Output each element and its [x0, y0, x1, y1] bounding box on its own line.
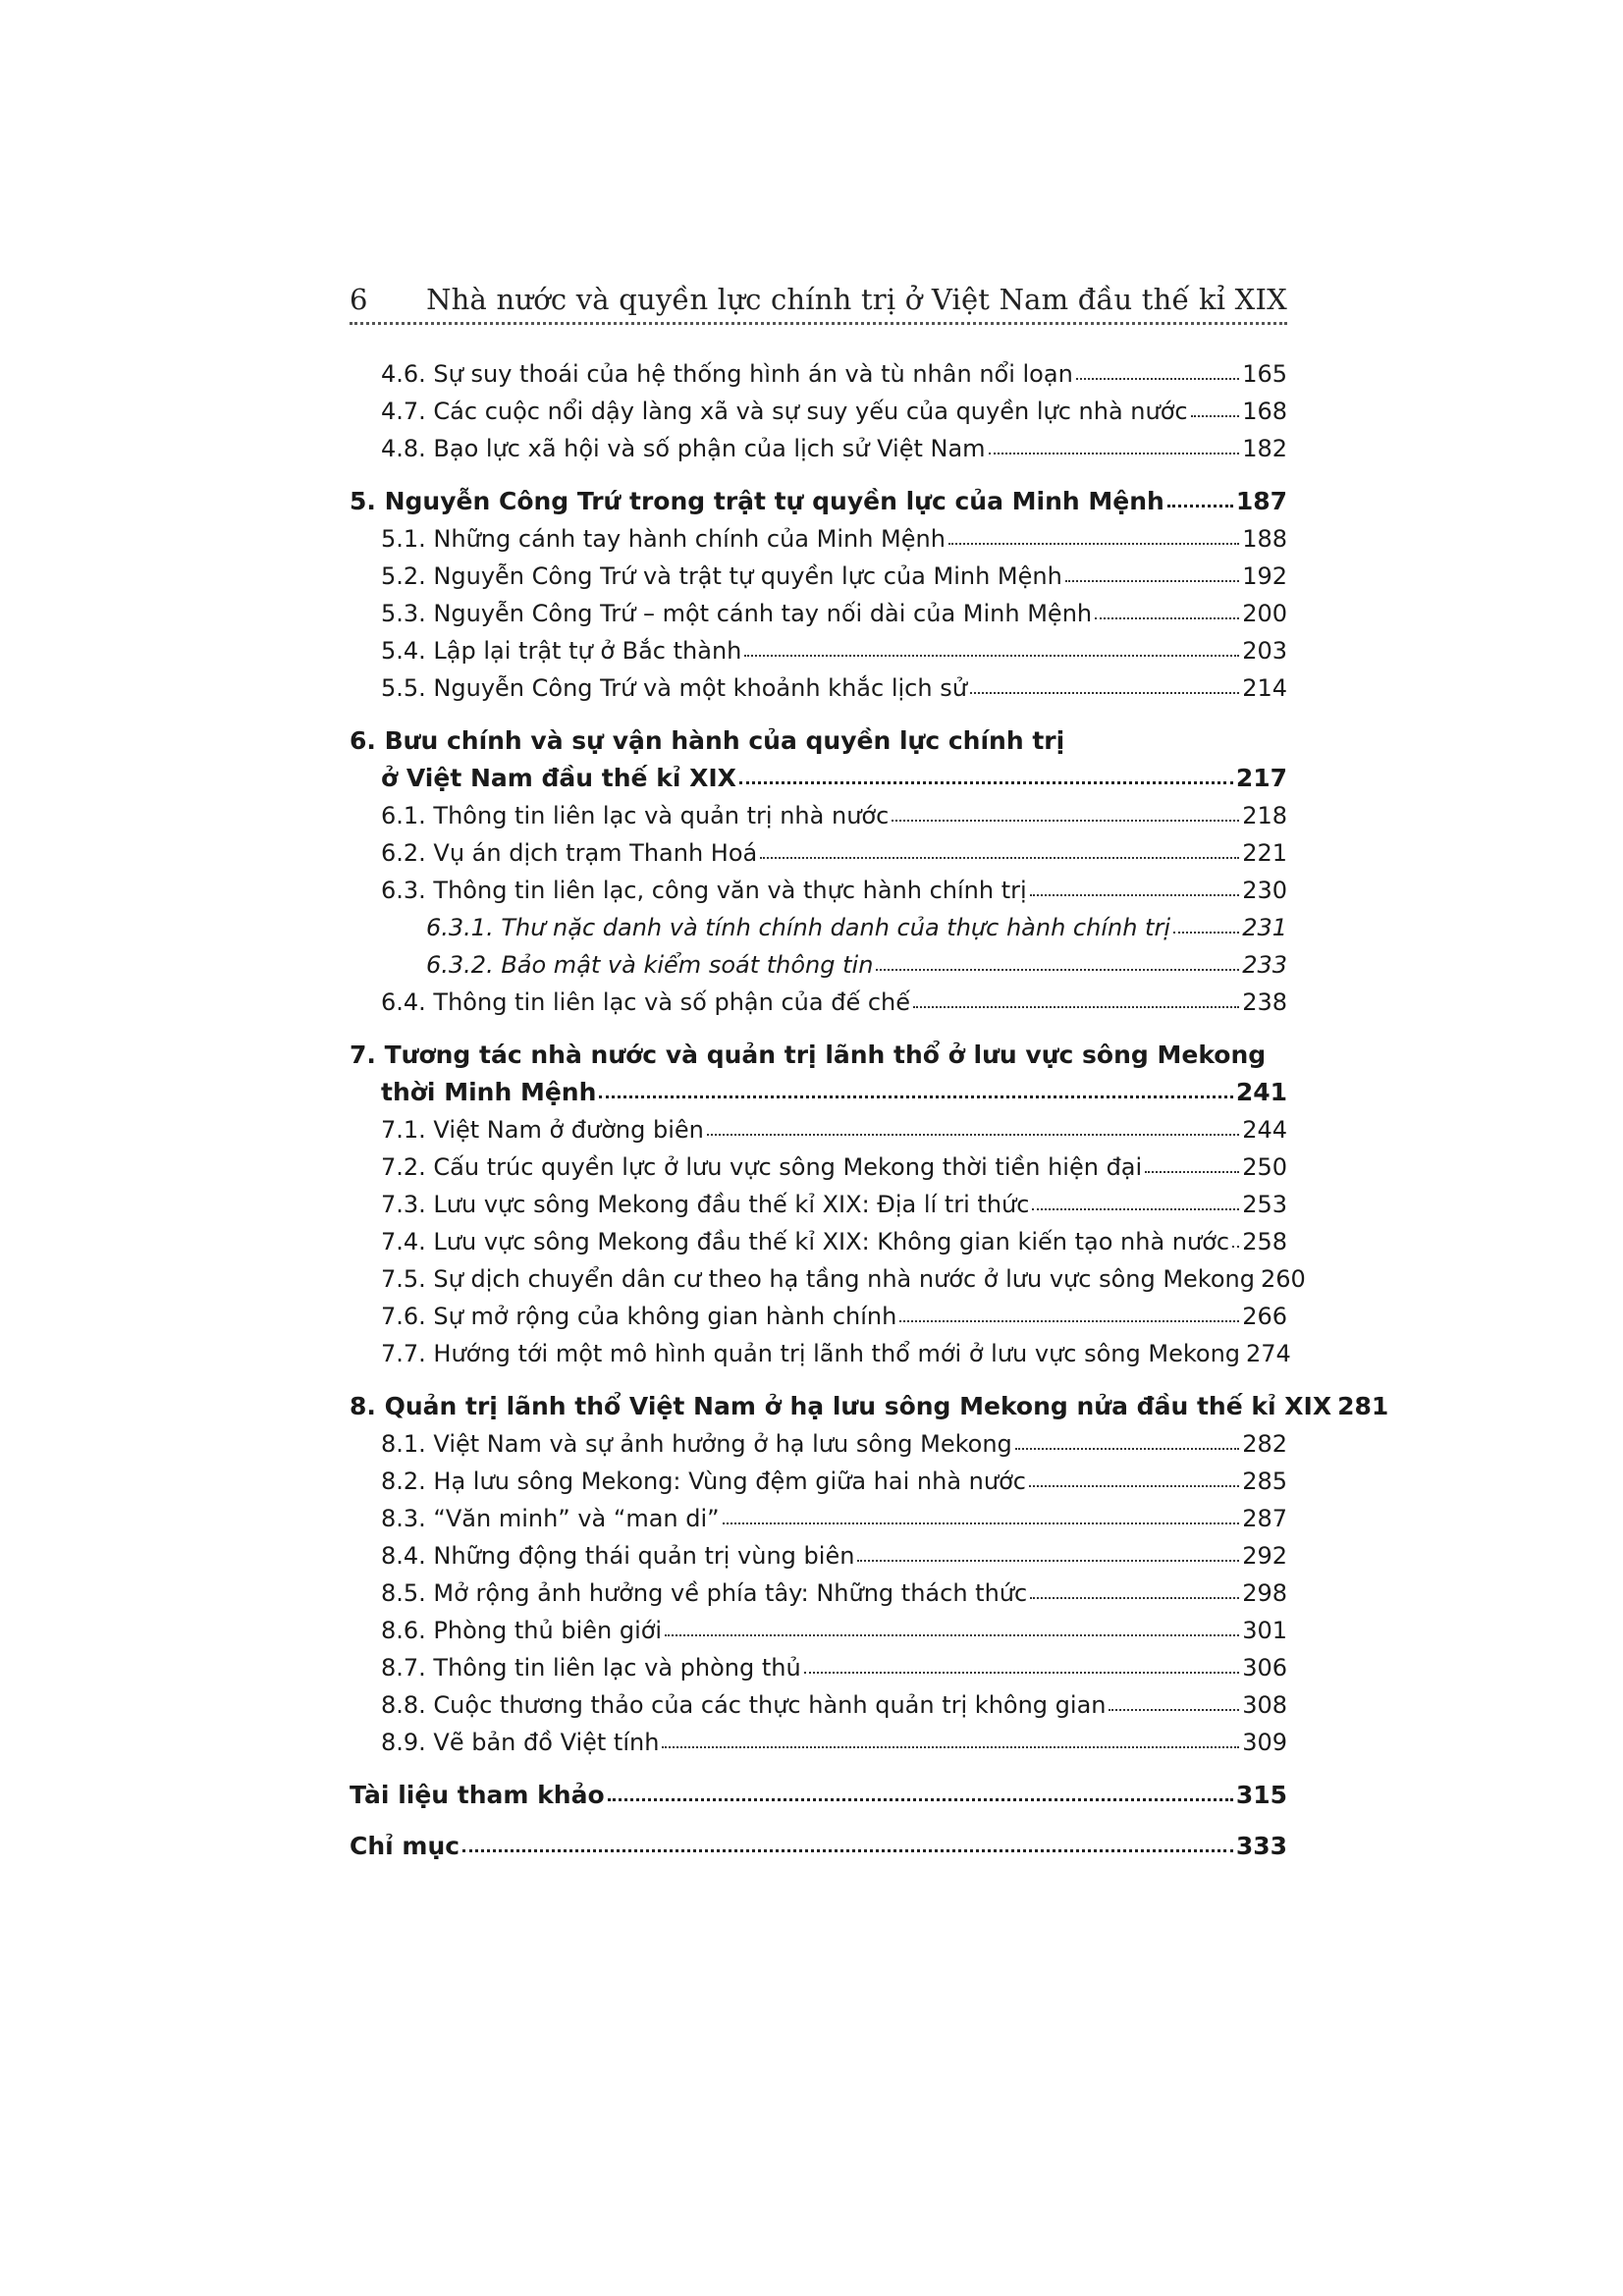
references-title: Tài liệu tham khảo	[350, 1781, 605, 1809]
toc-entry-label: 8.9. Vẽ bản đồ Việt tính	[381, 1729, 660, 1756]
toc-entry-7-1[interactable]	[350, 1111, 1287, 1148]
leader-dots	[1167, 497, 1233, 507]
toc-entry-7-6[interactable]	[350, 1298, 1287, 1335]
leader-dots	[892, 812, 1239, 822]
leader-dots	[1015, 1440, 1239, 1450]
toc-entry-page: 188	[1242, 525, 1287, 553]
toc-entry-6-3[interactable]	[350, 872, 1287, 909]
running-header	[350, 279, 1287, 326]
toc-entry-8-7[interactable]	[350, 1649, 1287, 1686]
leader-dots	[744, 647, 1239, 657]
toc-chapter-7-title-line1[interactable]	[350, 1037, 1287, 1074]
leader-dots	[665, 1627, 1239, 1636]
toc-subentry-6-3-2[interactable]	[350, 946, 1287, 984]
toc-subentry-label: 6.3.1. Thư nặc danh và tính chính danh của thực hành chính trị	[426, 914, 1170, 941]
toc-entry-page: 221	[1242, 839, 1287, 867]
leader-dots	[760, 849, 1239, 859]
toc-entry-label: 8.5. Mở rộng ảnh hưởng về phía tây: Những thách thức	[381, 1579, 1028, 1607]
toc-entry-8-8[interactable]	[350, 1686, 1287, 1724]
leader-dots	[1030, 886, 1240, 896]
leader-dots	[1145, 1163, 1239, 1173]
toc-entry-page: 214	[1242, 674, 1287, 702]
leader-dots	[1065, 572, 1239, 582]
toc-entry-label: 7.2. Cấu trúc quyền lực ở lưu vực sông Mekong thời tiền hiện đại	[381, 1153, 1143, 1181]
toc-entry-label: 7.4. Lưu vực sông Mekong đầu thế kỉ XIX: Không gian kiến tạo nhà nước	[381, 1228, 1230, 1255]
toc-entry-label: 7.3. Lưu vực sông Mekong đầu thế kỉ XIX: Địa lí tri thức	[381, 1191, 1030, 1218]
toc-entry-page: 309	[1242, 1729, 1287, 1756]
toc-entry-label: 8.3. “Văn minh” và “man di”	[381, 1505, 720, 1532]
toc-entry-7-5[interactable]	[350, 1260, 1306, 1298]
leader-dots	[899, 1312, 1239, 1322]
toc-entry-label: 8.7. Thông tin liên lạc và phòng thủ	[381, 1654, 801, 1682]
toc-entry-label: 5.3. Nguyễn Công Trứ – một cánh tay nối dài của Minh Mệnh	[381, 600, 1093, 627]
chapter-title: 5. Nguyễn Công Trứ trong trật tự quyền lực của Minh Mệnh	[350, 487, 1164, 515]
toc-entry-page: 230	[1242, 877, 1287, 904]
toc-entry-page: 266	[1242, 1303, 1287, 1330]
toc-entry-6-2[interactable]	[350, 834, 1287, 872]
leader-dots	[462, 1842, 1233, 1852]
leader-dots	[1032, 1201, 1239, 1210]
toc-entry-label: 7.1. Việt Nam ở đường biên	[381, 1116, 704, 1144]
toc-entry-page: 203	[1242, 637, 1287, 665]
chapter-page: 217	[1235, 764, 1287, 792]
toc-entry-page: 274	[1246, 1340, 1291, 1367]
toc-entry-page: 287	[1242, 1505, 1287, 1532]
toc-entry-4-6[interactable]	[350, 355, 1287, 393]
toc-subentry-page: 231	[1242, 914, 1287, 941]
toc-entry-label: 6.1. Thông tin liên lạc và quản trị nhà nước	[381, 802, 890, 829]
chapter-page: 241	[1235, 1078, 1287, 1106]
chapter-title-continued: ở Việt Nam đầu thế kỉ XIX	[381, 764, 736, 792]
toc-entry-8-6[interactable]	[350, 1612, 1287, 1649]
leader-dots	[608, 1790, 1233, 1801]
toc-entry-label: 5.1. Những cánh tay hành chính của Minh Mệnh	[381, 525, 946, 553]
toc-entry-label: 8.4. Những động thái quản trị vùng biên	[381, 1542, 855, 1570]
leader-dots	[1191, 407, 1240, 417]
toc-entry-label: 5.2. Nguyễn Công Trứ và trật tự quyền lực của Minh Mệnh	[381, 562, 1062, 590]
table-of-contents	[350, 355, 1389, 1865]
toc-entry-label: 5.5. Nguyễn Công Trứ và một khoảnh khắc lịch sử	[381, 674, 967, 702]
toc-entry-label: 6.2. Vụ án dịch trạm Thanh Hoá	[381, 839, 758, 867]
toc-index[interactable]	[350, 1828, 1287, 1865]
toc-subentry-6-3-1[interactable]	[350, 909, 1287, 946]
page-number: 6	[350, 283, 368, 316]
toc-entry-page: 253	[1242, 1191, 1287, 1218]
toc-entry-5-1[interactable]	[350, 520, 1287, 558]
toc-entry-page: 282	[1242, 1430, 1287, 1458]
leader-dots	[876, 961, 1239, 971]
leader-dots	[1029, 1477, 1239, 1487]
toc-entry-page: 285	[1242, 1468, 1287, 1495]
toc-entry-page: 182	[1242, 435, 1287, 462]
toc-entry-7-7[interactable]	[350, 1335, 1291, 1372]
toc-entry-page: 200	[1242, 600, 1287, 627]
toc-entry-label: 6.4. Thông tin liên lạc và số phận của đế chế	[381, 988, 911, 1016]
leader-dots	[804, 1664, 1240, 1674]
leader-dots	[913, 998, 1239, 1008]
leader-dots	[1095, 610, 1239, 619]
chapter-title: 8. Quản trị lãnh thổ Việt Nam ở hạ lưu sông Mekong nửa đầu thế kỉ XIX	[350, 1392, 1332, 1420]
leader-dots	[948, 535, 1239, 545]
index-page: 333	[1235, 1832, 1287, 1860]
toc-entry-page: 306	[1242, 1654, 1287, 1682]
toc-entry-5-4[interactable]	[350, 632, 1287, 669]
toc-entry-label: 7.7. Hướng tới một mô hình quản trị lãnh thổ mới ở lưu vực sông Mekong	[381, 1340, 1241, 1367]
toc-entry-8-5[interactable]	[350, 1575, 1287, 1612]
chapter-title-continued: thời Minh Mệnh	[381, 1078, 597, 1106]
toc-entry-page: 260	[1260, 1265, 1306, 1293]
references-page: 315	[1235, 1781, 1287, 1809]
toc-entry-7-2[interactable]	[350, 1148, 1287, 1186]
toc-entry-label: 8.6. Phòng thủ biên giới	[381, 1617, 663, 1644]
leader-dots	[1030, 1589, 1239, 1599]
toc-entry-5-3[interactable]	[350, 595, 1287, 632]
leader-dots	[970, 684, 1239, 694]
toc-entry-page: 301	[1242, 1617, 1287, 1644]
leader-dots	[1232, 1238, 1239, 1248]
toc-entry-page: 308	[1242, 1691, 1287, 1719]
toc-entry-8-3[interactable]	[350, 1500, 1287, 1537]
leader-dots	[739, 774, 1233, 784]
toc-entry-6-4[interactable]	[350, 984, 1287, 1021]
toc-entry-page: 238	[1242, 988, 1287, 1016]
toc-entry-label: 7.6. Sự mở rộng của không gian hành chính	[381, 1303, 897, 1330]
chapter-title: 7. Tương tác nhà nước và quản trị lãnh thổ ở lưu vực sông Mekong	[350, 1041, 1267, 1069]
toc-entry-7-4[interactable]	[350, 1223, 1287, 1260]
toc-entry-label: 8.1. Việt Nam và sự ảnh hưởng ở hạ lưu sông Mekong	[381, 1430, 1012, 1458]
toc-entry-7-3[interactable]	[350, 1186, 1287, 1223]
toc-entry-5-2[interactable]	[350, 558, 1287, 595]
leader-dots	[707, 1126, 1239, 1136]
leader-dots	[1076, 370, 1239, 380]
toc-entry-page: 298	[1242, 1579, 1287, 1607]
toc-entry-8-2[interactable]	[350, 1463, 1287, 1500]
toc-entry-page: 250	[1242, 1153, 1287, 1181]
leader-dots	[723, 1515, 1240, 1524]
toc-entry-8-9[interactable]	[350, 1724, 1287, 1761]
toc-entry-page: 165	[1242, 360, 1287, 388]
toc-entry-4-8[interactable]	[350, 430, 1287, 467]
toc-entry-label: 4.8. Bạo lực xã hội và số phận của lịch sử Việt Nam	[381, 435, 986, 462]
toc-entry-6-1[interactable]	[350, 797, 1287, 834]
toc-entry-label: 4.7. Các cuộc nổi dậy làng xã và sự suy yếu của quyền lực nhà nước	[381, 398, 1188, 425]
chapter-title: 6. Bưu chính và sự vận hành của quyền lực chính trị	[350, 726, 1065, 755]
toc-entry-4-7[interactable]	[350, 393, 1287, 430]
toc-entry-label: 6.3. Thông tin liên lạc, công văn và thực hành chính trị	[381, 877, 1027, 904]
leader-dots	[662, 1738, 1239, 1748]
toc-entry-label: 8.8. Cuộc thương thảo của các thực hành quản trị không gian	[381, 1691, 1107, 1719]
toc-entry-page: 168	[1242, 398, 1287, 425]
toc-entry-page: 192	[1242, 562, 1287, 590]
toc-chapter-5[interactable]	[350, 483, 1287, 520]
header-divider	[350, 322, 1287, 325]
toc-chapter-6-title-line1[interactable]	[350, 722, 1287, 760]
toc-entry-page: 218	[1242, 802, 1287, 829]
leader-dots	[857, 1552, 1239, 1562]
leader-dots	[1109, 1701, 1239, 1711]
toc-chapter-7[interactable]	[350, 1074, 1287, 1111]
toc-chapter-8[interactable]	[350, 1388, 1389, 1425]
toc-subentry-page: 233	[1242, 951, 1287, 979]
leader-dots	[989, 445, 1240, 454]
toc-entry-5-5[interactable]	[350, 669, 1287, 707]
toc-entry-label: 7.5. Sự dịch chuyển dân cư theo hạ tầng nhà nước ở lưu vực sông Mekong	[381, 1265, 1255, 1293]
toc-entry-page: 292	[1242, 1542, 1287, 1570]
chapter-page: 187	[1235, 487, 1287, 515]
leader-dots	[599, 1088, 1232, 1098]
toc-entry-8-4[interactable]	[350, 1537, 1287, 1575]
chapter-page: 281	[1337, 1392, 1389, 1420]
toc-entry-page: 244	[1242, 1116, 1287, 1144]
toc-entry-8-1[interactable]	[350, 1425, 1287, 1463]
toc-chapter-6[interactable]	[350, 760, 1287, 797]
running-title: Nhà nước và quyền lực chính trị ở Việt Nam đầu thế kỉ XIX	[426, 283, 1287, 316]
index-title: Chỉ mục	[350, 1832, 460, 1860]
toc-references[interactable]	[350, 1777, 1287, 1814]
toc-entry-page: 258	[1242, 1228, 1287, 1255]
toc-subentry-label: 6.3.2. Bảo mật và kiểm soát thông tin	[426, 951, 874, 979]
toc-entry-label: 8.2. Hạ lưu sông Mekong: Vùng đệm giữa hai nhà nước	[381, 1468, 1026, 1495]
toc-entry-label: 5.4. Lập lại trật tự ở Bắc thành	[381, 637, 742, 665]
toc-entry-label: 4.6. Sự suy thoái của hệ thống hình án và tù nhân nổi loạn	[381, 360, 1073, 388]
leader-dots	[1173, 924, 1239, 934]
